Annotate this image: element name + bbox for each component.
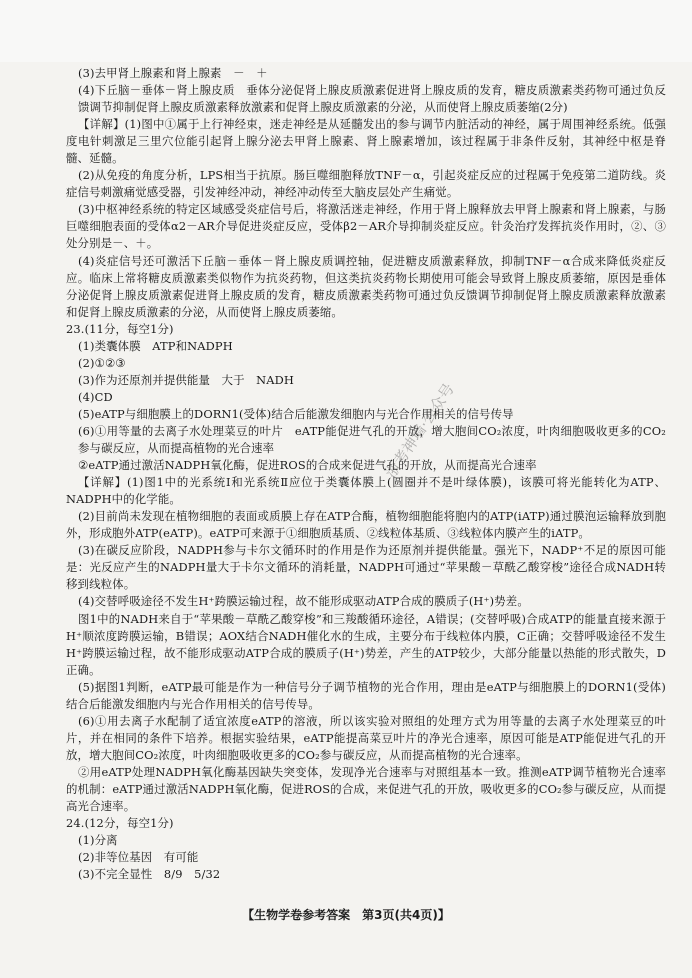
answer-paragraph: (2)目前尚未发现在植物细胞的表面或质膜上存在ATP合酶，植物细胞能将胞内的ATP(iATP)通过膜泡运输释放到胞外，形成胞外ATP(eATP)。eATP可来源于①细胞质基质、②线粒体基质、③线粒体内膜产生的iATP。 bbox=[66, 509, 666, 541]
answer-paragraph: (4)交替呼吸途径不发生H⁺跨膜运输过程，故不能形成驱动ATP合成的膜质子(H⁺)势差。 bbox=[78, 594, 529, 609]
answer-paragraph: (4)下丘脑－垂体－肾上腺皮质 垂体分泌促肾上腺皮质激素促进肾上腺皮质的发育，糖皮质激素类药物可通过负反馈调节抑制促肾上腺皮质激素释放激素和促肾上腺皮质激素的分泌，从而使肾上腺皮质萎缩(2分) bbox=[78, 83, 666, 115]
answer-paragraph: 图1中的NADH来自于“苹果酸－草酰乙酸穿梭”和三羧酸循环途径，A错误；(交替呼吸)合成ATP的能量直接来源于H⁺顺浓度跨膜运输，B错误；AOX结合NADH催化水的生成，主要分布于线粒体内膜，C正确；交替呼吸途径不发生H⁺跨膜运输过程，故不能形成驱动ATP合成的膜质子(H⁺)势差，产生的ATP较少，大部分能量以热能的形式散失，D正确。 bbox=[66, 611, 666, 677]
answer-paragraph: (1)类囊体膜 ATP和NADPH bbox=[78, 338, 233, 353]
answer-paragraph: (2)①②③ bbox=[78, 355, 126, 370]
answer-paragraph: (3)作为还原剂并提供能量 大于 NADH bbox=[78, 372, 295, 387]
answer-paragraph: (6)①用等量的去离子水处理菜豆的叶片 eATP能促进气孔的开放，增大胞间CO₂浓度，叶肉细胞吸收更多的CO₂参与碳反应，从而提高植物的光合速率 bbox=[78, 423, 666, 456]
top-band bbox=[0, 0, 692, 62]
page-footer: 【生物学卷参考答案 第3页(共4页)】 bbox=[242, 908, 450, 922]
answer-paragraph: (5)据图1判断，eATP最可能是作为一种信号分子调节植物的光合作用，理由是eATP与细胞膜上的DORN1(受体)结合后能激发细胞内与光合作用相关的信号传导。 bbox=[66, 679, 666, 711]
answer-paragraph: (3)去甲肾上腺素和肾上腺素 － ＋ bbox=[78, 66, 268, 80]
answer-paragraph: (1)分离 bbox=[78, 833, 118, 848]
answer-paragraph: (3)在碳反应阶段，NADPH参与卡尔文循环时的作用是作为还原剂并提供能量。强光下，NADP⁺不足的原因可能是：光反应产生的NADPH量大于卡尔文循环的消耗量，NADPH可通过“苹果酸－草酰乙酸穿梭”途径合成NADH转移到线粒体。 bbox=[66, 543, 666, 592]
answer-paragraph: 【详解】(1)图1中的光系统Ⅰ和光系统Ⅱ应位于类囊体膜上(圆圈并不是叶绿体膜)，该膜可将光能转化为ATP、NADPH中的化学能。 bbox=[66, 475, 666, 507]
watermark: 浙考神墙·公众号 bbox=[381, 380, 458, 482]
answer-paragraph: ②用eATP处理NADPH氧化酶基因缺失突变体，发现净光合速率与对照组基本一致。推测eATP调节植物光合速率的机制：eATP通过激活NADPH氧化酶，促进ROS的合成，来促进气孔的开放，吸收更多的CO₂参与碳反应，从而提高光合速率。 bbox=[66, 764, 666, 814]
answer-paragraph: (4)炎症信号还可激活下丘脑－垂体－肾上腺皮质调控轴，促进糖皮质激素释放，抑制TNF－α合成来降低炎症反应。临床上常将糖皮质激素类似物作为抗炎药物，但这类抗炎药物长期使用可能会导致肾上腺皮质萎缩，原因是垂体分泌促肾上腺皮质激素促进肾上腺皮质的发育，糖皮质激素类药物可通过负反馈调节抑制促肾上腺皮质激素释放激素和促肾上腺皮质激素的分泌，从而使肾上腺皮质萎缩。 bbox=[66, 253, 666, 319]
answer-paragraph: (3)中枢神经系统的特定区域感受炎症信号后，将激活迷走神经，作用于肾上腺释放去甲肾上腺素和肾上腺素，与肠巨噬细胞表面的受体α2－AR介导促进炎症反应，受体β2－AR介导抑制炎症反应。针灸治疗发挥抗炎作用时，②、③处分别是－、＋。 bbox=[66, 202, 666, 251]
question-heading: 24.(12分，每空1分) bbox=[66, 816, 174, 831]
answer-paragraph: 【详解】(1)图中①属于上行神经束，迷走神经是从延髓发出的参与调节内脏活动的神经，属于周围神经系统。低强度电针刺激足三里穴位能引起肾上腺分泌去甲肾上腺素、肾上腺素增加，该过程属于非条件反射，其神经中枢是脊髓、延髓。 bbox=[66, 117, 666, 166]
answer-content bbox=[66, 65, 666, 883]
answer-paragraph: (4)CD bbox=[78, 389, 113, 404]
answer-paragraph: ②eATP通过激活NADPH氧化酶，促进ROS的合成来促进气孔的开放，从而提高光合速率 bbox=[78, 458, 537, 473]
answer-paragraph: (3)不完全显性 8/9 5/32 bbox=[78, 867, 221, 882]
question-heading: 23.(11分，每空1分) bbox=[66, 321, 174, 336]
answer-paragraph: (2)非等位基因 有可能 bbox=[78, 850, 199, 865]
answer-paragraph: (6)①用去离子水配制了适宜浓度eATP的溶液，所以该实验对照组的处理方式为用等量的去离子水处理菜豆的叶片，并在相同的条件下培养。根据实验结果，eATP能提高菜豆叶片的净光合速率，原因可能是ATP能促进气孔的开放，增大胞间CO₂浓度，叶肉细胞吸收更多的CO₂参与碳反应，从而提高植物的光合速率。 bbox=[66, 713, 666, 762]
answer-paragraph: (2)从免疫的角度分析，LPS相当于抗原。肠巨噬细胞释放TNF－α，引起炎症反应的过程属于免疫第二道防线。炎症信号刺激痛觉感受器，引发神经冲动，神经冲动传至大脑皮层处产生痛觉。 bbox=[66, 168, 666, 200]
answer-paragraph: (5)eATP与细胞膜上的DORN1(受体)结合后能激发细胞内与光合作用相关的信号传导 bbox=[78, 406, 514, 421]
